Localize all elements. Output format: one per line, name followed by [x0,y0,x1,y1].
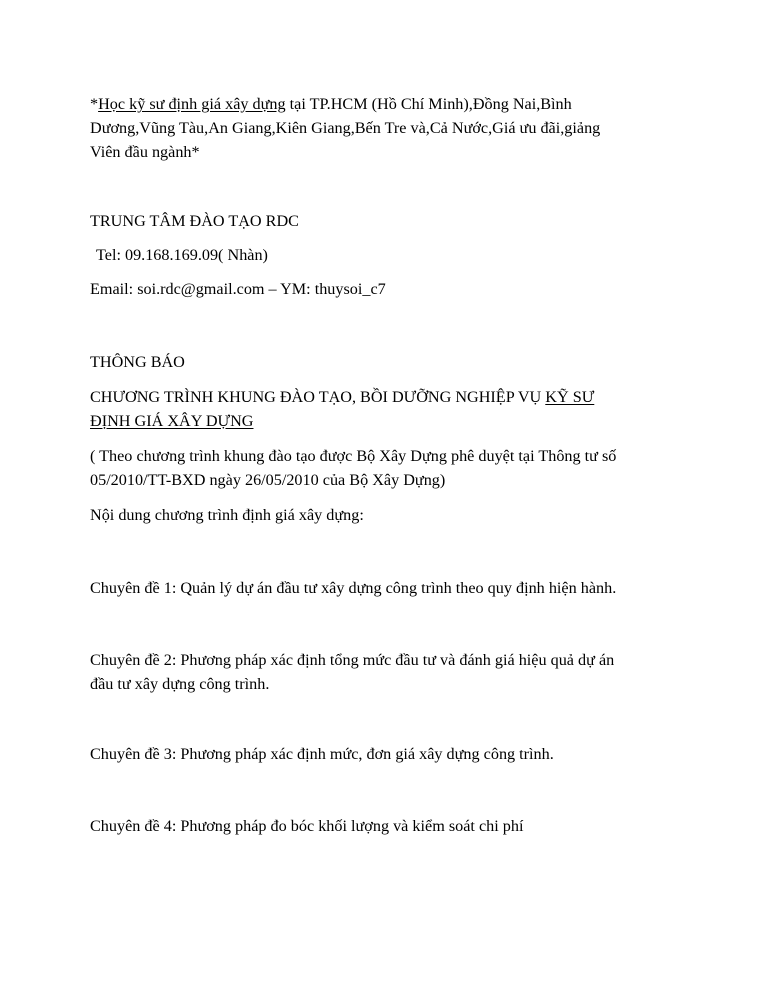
topic-2-line-1: Chuyên đề 2: Phương pháp xác định tổng mức đầu tư và đánh giá hiệu quả dự án [90,651,615,669]
program-valuation-link[interactable]: ĐỊNH GIÁ XÂY DỰNG [90,412,254,430]
topic-2-line-2: đầu tư xây dựng công trình. [90,675,270,693]
intro-line-2: Dương,Vũng Tàu,An Giang,Kiên Giang,Bến Tre và,Cả Nước,Giá ưu đãi,giảng [90,119,601,137]
program-title-line-1 [90,387,594,407]
topic-4: Chuyên đề 4: Phương pháp đo bóc khối lượng và kiểm soát chi phí [90,817,524,835]
approval-line-1: ( Theo chương trình khung đào tạo được Bộ Xây Dựng phê duyệt tại Thông tư số [90,447,617,465]
program-title-line-2 [90,411,253,431]
topic-3: Chuyên đề 3: Phương pháp xác định mức, đơn giá xây dựng công trình. [90,745,554,763]
center-name: TRUNG TÂM ĐÀO TẠO RDC [90,212,299,230]
intro-line-3: Viên đầu ngành* [90,143,200,161]
notice-heading: THÔNG BÁO [90,353,185,371]
intro-asterisk: * [90,95,99,113]
intro-line-1 [90,94,572,114]
intro-locations: tại TP.HCM (Hồ Chí Minh),Đồng Nai,Bình [285,95,572,113]
program-engineer-link[interactable]: KỸ SƯ [545,388,595,406]
intro-course-link[interactable]: Học kỹ sư định giá xây dựng [98,95,286,113]
center-phone: Tel: 09.168.169.09( Nhàn) [96,246,268,264]
center-email: Email: soi.rdc@gmail.com – YM: thuysoi_c7 [90,280,386,298]
topic-1: Chuyên đề 1: Quản lý dự án đầu tư xây dựng công trình theo quy định hiện hành. [90,579,617,597]
program-title-text: CHƯƠNG TRÌNH KHUNG ĐÀO TẠO, BỒI DƯỠNG NGHIỆP VỤ [90,388,546,406]
approval-line-2: 05/2010/TT-BXD ngày 26/05/2010 của Bộ Xây Dựng) [90,471,446,489]
content-label: Nội dung chương trình định giá xây dựng: [90,506,364,524]
